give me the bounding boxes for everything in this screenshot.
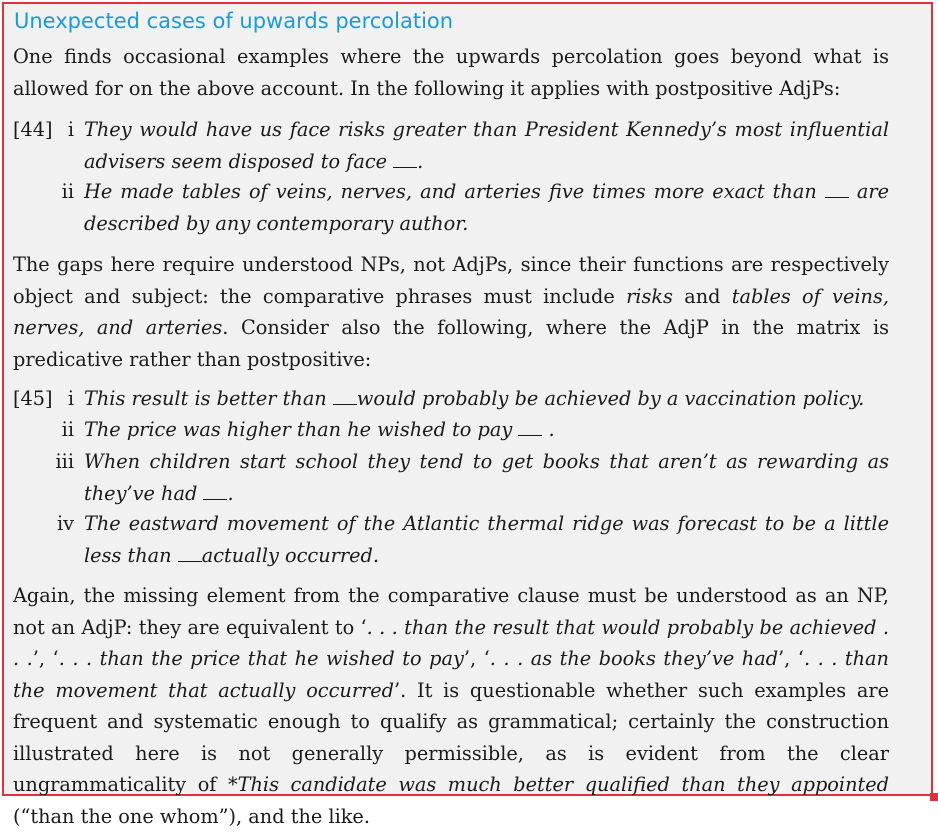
gap-mark [333,387,357,405]
resize-handle [930,793,938,801]
example-45-iv-text: The eastward movement of the Atlantic thermal ridge was forecast to be a little less than actually occurred. [84,512,889,567]
example-45-ii-number: ii [61,418,74,441]
example-45-iv-number: iv [56,512,74,535]
document-frame [2,2,933,828]
paragraph-gaps: The gaps here require understood NPs, not AdjPs, since their functions are respectively object and subject: the comparative phrases must include risks and tables of veins, nerves, and arteries. Consider also the following, where the AdjP in the matrix is predicative rather than postpositive: [13,253,890,371]
example-45-iii-number: iii [55,450,74,473]
example-number-45: [45] [13,387,53,410]
section-heading: Unexpected cases of upwards percolation [14,9,454,33]
gap-mark [825,180,849,198]
example-44-ii-text: He made tables of veins, nerves, and arteries five times more exact than are described by any contemporary author. [84,180,889,235]
gap-mark [393,150,417,168]
example-45-i-number: i [67,387,74,410]
example-45-i-text: This result is better than would probably be achieved by a vaccination policy. [84,387,865,410]
example-45-iii-text: When children start school they tend to get books that aren’t as rewarding as they’ve had . [84,450,889,505]
example-number-44: [44] [13,118,53,141]
example-44-i-text: They would have us face risks greater than President Kennedy’s most influential advisers seem disposed to face . [84,118,889,173]
paragraph-conclusion: Again, the missing element from the comparative clause must be understood as an NP, not an AdjP: they are equivalent to ‘. . . than the result that would probably be achieved . . .’, ‘. . . than the price that he wished to pay’, ‘. . . as the books they’ve had’, ‘. . . than the movement that actually occurred’. It is questionable whether such examples are frequent and systematic enough to qualify as grammatical; certainly the construction illustrated here is not generally permissible, as is evident from the clear ungrammaticality of *This candidate was much better qualified than they appointed (“than the one whom”), and the like. [13,584,889,828]
example-44-ii-number: ii [61,180,74,203]
example-44-i-number: i [67,118,74,141]
paragraph-intro: One finds occasional examples where the upwards percolation goes beyond what is allowed for on the above account. In the following it applies with postpositive AdjPs: [13,45,889,100]
gap-mark [178,544,202,562]
gap-mark [518,418,542,436]
example-45-ii-text: The price was higher than he wished to pay . [84,418,555,441]
gap-mark [203,482,227,500]
